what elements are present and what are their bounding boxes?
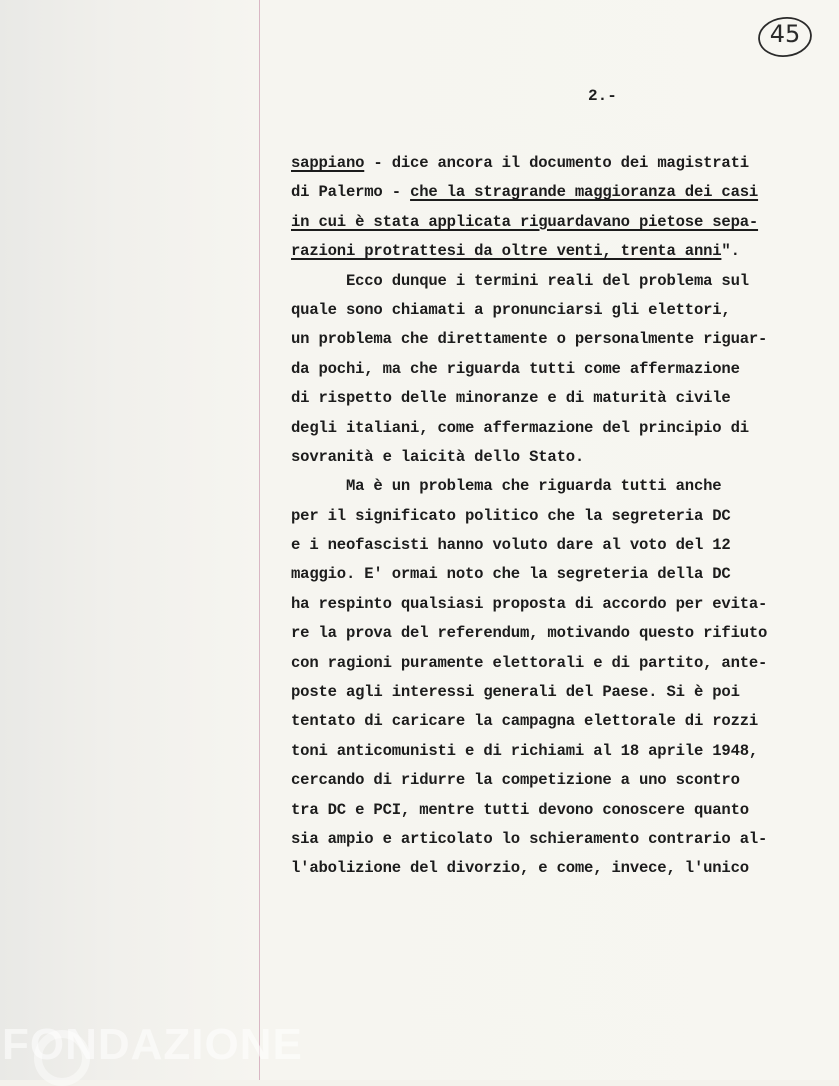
- text-line: un problema che direttamente o personalmente riguar-: [291, 330, 768, 349]
- text-line: [291, 153, 821, 182]
- text-line: re la prova del referendum, motivando questo rifiuto: [291, 624, 768, 643]
- margin-line: [259, 0, 260, 1080]
- text-segment: di Palermo -: [291, 183, 411, 202]
- text-line: l'abolizione del divorzio, e come, invece, l'unico: [291, 859, 749, 878]
- text-line: Ecco dunque i termini reali del problema sul: [291, 271, 749, 290]
- text-line: toni anticomunisti e di richiami al 18 aprile 1948,: [291, 741, 759, 760]
- text-line: degli italiani, come affermazione del principio di: [291, 418, 749, 437]
- body-text: [291, 153, 821, 888]
- text-line: tentato di caricare la campagna elettorale di rozzi: [291, 712, 759, 731]
- text-line: [291, 241, 821, 270]
- text-line: in cui è stata applicata riguardavano pietose sepa-: [291, 212, 759, 231]
- watermark-logo: FONDAZIONE: [2, 1020, 303, 1069]
- page-header-number: 2.-: [588, 87, 617, 105]
- text-line: [291, 182, 821, 211]
- page-number-handwritten: 45: [769, 20, 801, 48]
- watermark-emblem: [34, 1030, 90, 1086]
- page-number-stamp: [756, 14, 814, 60]
- underlined-text: che la stragrande maggioranza dei casi: [410, 183, 759, 202]
- underlined-text: sappiano: [291, 154, 365, 172]
- text-line: con ragioni puramente elettorali e di partito, ante-: [291, 653, 768, 672]
- text-line: da pochi, ma che riguarda tutti come affermazione: [291, 359, 740, 378]
- text-line: ha respinto qualsiasi proposta di accordo per evita-: [291, 594, 768, 613]
- text-line: cercando di ridurre la competizione a uno scontro: [291, 771, 740, 790]
- text-line: maggio. E' ormai noto che la segreteria della DC: [291, 565, 731, 584]
- text-line: e i neofascisti hanno voluto dare al voto del 12: [291, 536, 731, 555]
- text-line: poste agli interessi generali del Paese. Si è poi: [291, 683, 740, 702]
- text-line: per il significato politico che la segreteria DC: [291, 506, 731, 525]
- text-line: sovranità e laicità dello Stato.: [291, 447, 585, 466]
- underlined-text: razioni protrattesi da oltre venti, trenta anni: [291, 242, 722, 261]
- text-line: sia ampio e articolato lo schieramento contrario al-: [291, 829, 768, 848]
- text-line: tra DC e PCI, mentre tutti devono conoscere quanto: [291, 800, 749, 819]
- text-segment: - dice ancora il documento dei magistrati: [364, 154, 749, 172]
- text-line: quale sono chiamati a pronunciarsi gli elettori,: [291, 300, 731, 319]
- text-segment: ".: [721, 242, 740, 261]
- text-line: Ma è un problema che riguarda tutti anche: [291, 477, 722, 496]
- text-line: di rispetto delle minoranze e di maturità civile: [291, 389, 731, 408]
